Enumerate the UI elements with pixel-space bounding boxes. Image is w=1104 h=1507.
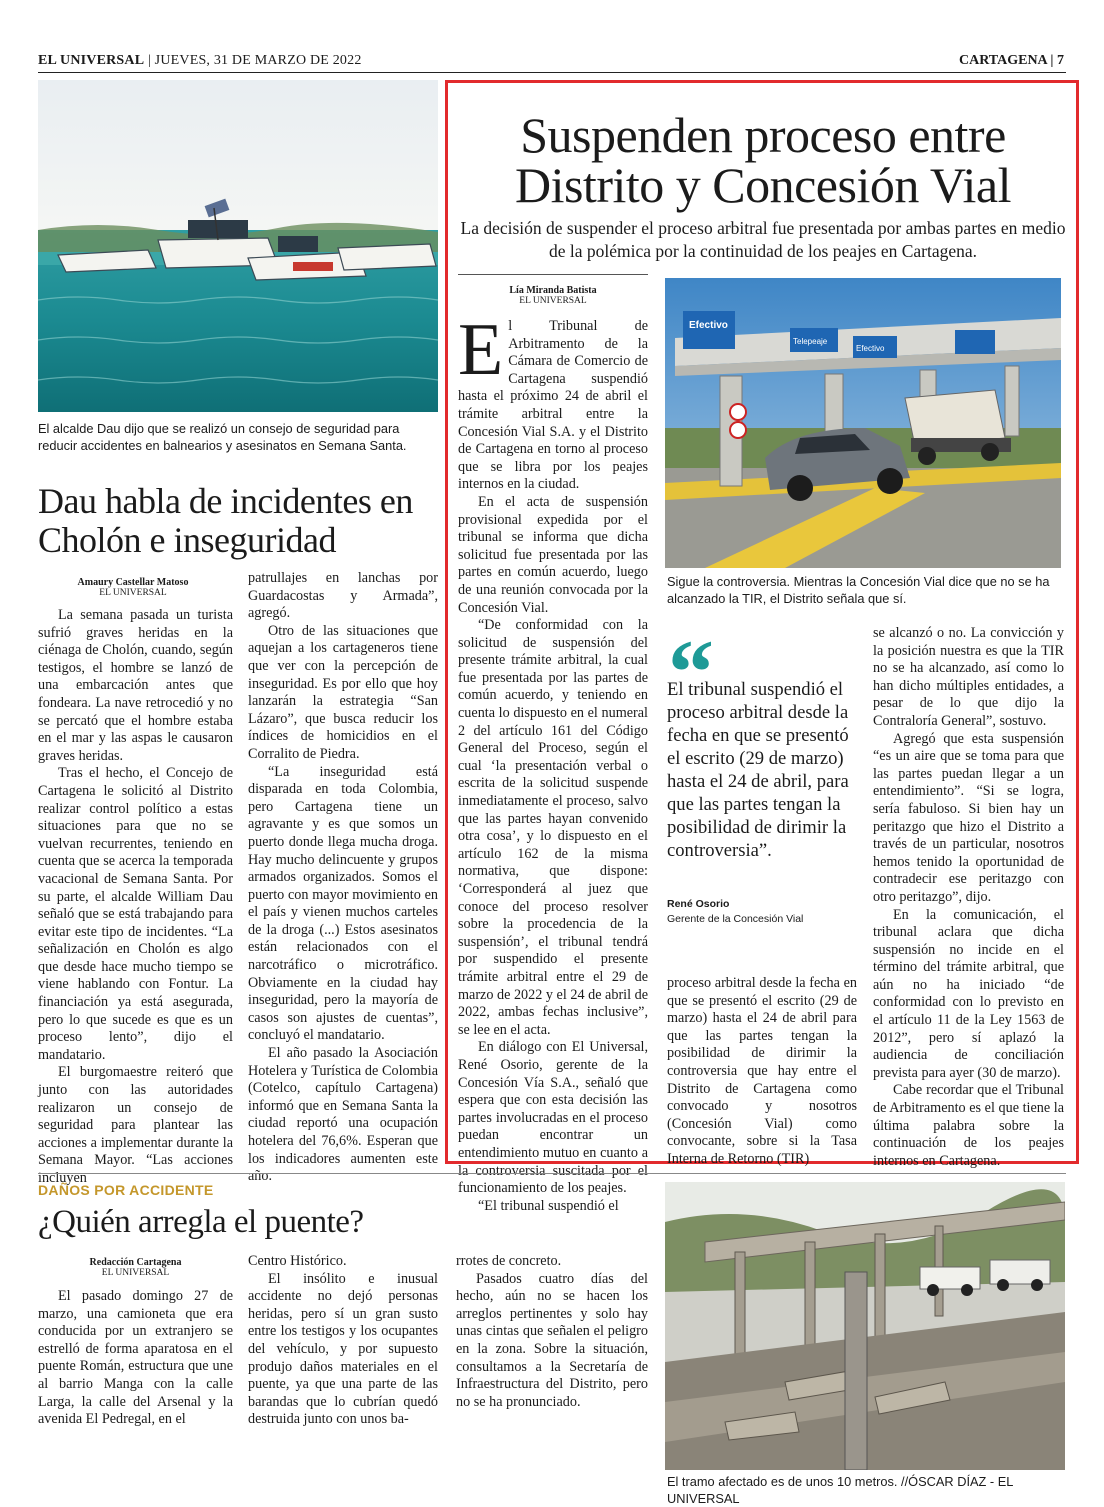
main-article-col3 <box>873 625 1064 1170</box>
bottom-article-col3 <box>456 1253 648 1411</box>
paragraph: En el acta de suspensión provisional expedida por el tribunal se informa que dicha solicitud fue presentada por las partes en común acuerdo, luego de una reunión convocada por la Concesión Vial. <box>458 493 648 616</box>
bottom-photo-caption: El tramo afectado es de unos 10 metros. //ÓSCAR DÍAZ - EL UNIVERSAL <box>667 1474 1013 1506</box>
main-article-col1 <box>458 309 648 1215</box>
pull-quote: El tribunal suspendió el proceso arbitral desde la fecha en que se presentó el escrito (29 de marzo) hasta el 24 de abril, para que las partes tengan la posibilidad de dirimir la controversia”. <box>667 679 849 861</box>
byline-name: Redacción Cartagena <box>89 1257 182 1268</box>
main-headline: Suspenden proceso entre Distrito y Concesión Vial <box>514 107 1012 213</box>
paragraph: patrullajes en lanchas por Guardacostas y Armada”, agregó. <box>248 570 438 622</box>
paper-name: EL UNIVERSAL <box>38 53 145 68</box>
bottom-headline: ¿Quién arregla el puente? <box>38 1204 364 1240</box>
lead-paragraph: El Tribunal de Arbitramento de la Cámara de Comercio de Cartagena suspendió hasta el próximo 24 de abril el trámite arbitral entre la Concesión Vial S.A. y el Distrito de Cartagena en torno al proceso que se libra por los peajes internos en la ciudad. <box>458 309 648 493</box>
paragraph: proceso arbitral desde la fecha en que se presentó el escrito (29 de marzo) hasta el 24 de abril para que las partes tengan la posibilidad de dirimir la controversia que hay entre el Distrito de Cartagena como convocado y nosotros (Concesión Vial) como convocante, sobre si la Tasa Interna de Retorno (TIR) <box>667 975 857 1167</box>
pull-quote-author: René Osorio <box>667 898 730 910</box>
paragraph: En diálogo con El Universal, René Osorio, gerente de la Concesión Vía S.A., señaló que espera que con esta decisión las partes involucradas en el proceso puedan encontrar un entendimiento mutuo en cuanto a la controversia suscitada por el funcionamiento de los peajes. <box>458 1039 648 1197</box>
byline-agency: EL UNIVERSAL <box>99 588 167 598</box>
paragraph: “La inseguridad está disparada en toda Colombia, pero Cartagena tiene un agravante y es que somos un puerto donde llega mucha droga. Hay mucho delincuente y grupos armados organizados. Somos el puerto con mayor movimiento en el país y vienen muchos carteles de la droga (...) Estos asesinatos están relacionados con el narcotráfico o microtráfico. Obviamente en la ciudad hay inseguridad, pero la mayoría de casos son ajustes de cuentas”, concluyó el mandatario. <box>248 763 438 1044</box>
byline-agency: EL UNIVERSAL <box>519 296 587 306</box>
boats-photo <box>38 80 438 412</box>
bridge-photo <box>665 1182 1065 1470</box>
main-byline <box>458 285 648 307</box>
paragraph: rrotes de concreto. <box>456 1253 562 1269</box>
running-header-left: EL UNIVERSAL | JUEVES, 31 DE MARZO DE 2022 <box>38 53 362 68</box>
header-rule <box>38 72 1066 73</box>
toll-sign-label: Telepeaje <box>793 337 828 346</box>
left-article-col1 <box>38 607 233 1188</box>
byline-agency: EL UNIVERSAL <box>101 1268 170 1278</box>
paragraph: El pasado domingo 27 de marzo, una camioneta que era conducida por un extranjero se estrelló de forma aparatosa en el puente Román, estructura que une al barrio Manga con la calle Larga, la calle del Arsenal y la avenida El Pedregal, en el <box>38 1288 233 1428</box>
paragraph: “El tribunal suspendió el <box>478 1197 619 1214</box>
section-divider <box>38 1173 1066 1174</box>
paragraph: El año pasado la Asociación Hotelera y Turística de Colombia (Cotelco, capítulo Cartagena) informó que en Semana Santa la ciudad reportó una ocupación hotelera del 76,6%. Esperan que los indicadores aumenten este año. <box>248 1045 438 1185</box>
bottom-kicker: DAÑOS POR ACCIDENTE <box>38 1182 214 1198</box>
paragraph: El insólito e inusual accidente no dejó personas heridas, pero sí un gran susto entre los testigos y los ocupantes del vehículo, y por supuesto produjo daños materiales en el puente, ya que una parte de las barandas que lo cubrían quedó destruida junto con unos ba- <box>248 1270 438 1428</box>
main-photo-caption: Sigue la controversia. Mientras la Concesión Vial dice que no se ha alcanzado la TIR, el Distrito señala que sí. <box>667 574 1050 606</box>
paragraph: La semana pasada un turista sufrió graves heridas en la ciénaga de Cholón, cuando, según testigos, el hombre se lanzó de una embarcación antes que fondeara. La nave retrocedió y no se percató que el hombre estaba en el mar y las aspas le causaron graves heridas. <box>38 607 233 764</box>
left-photo-caption: El alcalde Dau dijo que se realizó un consejo de seguridad para reducir accidentes en balnearios y asesinatos en Semana Santa. <box>38 421 407 453</box>
main-article-col2 <box>667 975 857 1169</box>
byline-name: Amaury Castellar Matoso <box>77 577 189 588</box>
bottom-article-col2 <box>248 1253 438 1429</box>
issue-date: JUEVES, 31 DE MARZO DE 2022 <box>154 53 362 68</box>
paragraph: El burgomaestre reiteró que junto con las autoridades realizaron un consejo de seguridad para plantear las acciones a implementar durante la Semana Mayor. “Las acciones incluyen <box>38 1064 233 1186</box>
bottom-byline <box>38 1257 233 1279</box>
left-byline <box>38 577 228 599</box>
paragraph: Centro Histórico. <box>248 1253 347 1269</box>
paragraph: Pasados cuatro días del hecho, aún no se hacen los arreglos pertinentes y solo hay unas cintas que señalen el peligro en la zona. Sobre la situación, consultamos a la Secretaría de Infraestructura del Distrito, pero no se ha pronunciado. <box>456 1270 648 1410</box>
paragraph: Cabe recordar que el Tribunal de Arbitramento es el que tiene la última palabra sobre la continuación de los peajes internos en Cartagena. <box>873 1082 1064 1169</box>
drop-cap: E <box>458 309 504 391</box>
paragraph: Agregó que esta suspensión “es un aire que se toma para que las partes puedan llegar a un entendimiento”. “Si se logra, sería fabuloso. Si bien hay un peritazgo que hizo el Distrito a través de un particular, nosotros hemos tenido la oportunidad de contradecir ese peritazgo con otro peritazgo”, dijo. <box>873 730 1064 905</box>
left-headline: Dau habla de incidentes en Cholón e inseguridad <box>38 481 413 560</box>
paragraph: “De conformidad con la solicitud de suspensión del presente trámite arbitral, la cual fue presentada por las partes de común acuerdo, y teniendo en cuenta lo dispuesto en el numeral 2 del artículo 161 del Código General del Proceso, según el cual ‘la presentación verbal o escrita de la solicitud suspende inmediatamente el proceso, salvo que las partes hayan convenido otra cosa’, y lo dispuesto en el artículo 162 de la misma normativa, que dispone: ‘Corresponderá al juez que conoce del proceso resolver sobre la procedencia de la suspensión’, el tribunal tendrá por suspendido el presente trámite arbitral entre el 29 de marzo de 2022 y el 24 de abril de 2022, ambas fechas inclusive”, se lee en el acta. <box>458 617 648 1038</box>
toll-booth-photo <box>665 278 1061 568</box>
toll-sign-label: Efectivo <box>689 320 728 331</box>
paragraph: Tras el hecho, el Concejo de Cartagena le solicitó al Distrito realizar control político a estas situaciones para que no se vuelvan recurrentes, teniendo en cuenta que se acerca la temporada vacacional de Semana Santa. Por su parte, el alcalde William Dau señaló que se está trabajando para evitar este tipo de incidentes. “La señalización en Cholón es algo que desde hace mucho tiempo se viene hablando con Fontur. La financiación ya está asegurada, pero lo que sucede es que es un proceso lento”, dijo el mandatario. <box>38 765 233 1063</box>
paragraph: En la comunicación, el tribunal aclara que dicha suspensión no incide en el término del trámite arbitral, que aún no ha iniciado “de conformidad con lo previsto en el artículo 11 de la Ley 1563 de 2012”, pero sí aplazó la audiencia de conciliación prevista para ayer (30 de marzo). <box>873 906 1064 1081</box>
page-number: 7 <box>1057 53 1064 68</box>
bottom-article-col1 <box>38 1288 233 1429</box>
main-subheadline: La decisión de suspender el proceso arbitral fue presentada por ambas partes en medio de la polémica por la continuidad de los peajes en Cartagena. <box>460 218 1066 261</box>
running-header-right: CARTAGENA | 7 <box>958 53 1064 68</box>
quote-mark-icon: “ <box>668 621 714 723</box>
toll-sign-label: Efectivo <box>856 344 885 353</box>
paragraph: se alcanzó o no. La convicción y la posición nuestra es que la TIR no se ha alcanzado, así como lo han dicho múltiples entidades, a pesar de lo que dijo la Contraloría General”, sostuvo. <box>873 625 1064 729</box>
left-article-col2 <box>248 570 438 1186</box>
pull-quote-role: Gerente de la Concesión Vial <box>667 913 804 925</box>
paragraph: Otro de las situaciones que aquejan a los cartageneros tiene que ver con la percepción de inseguridad. Es por ello que hoy lanzarán la estrategia “San Lázaro”, que busca reducir los índices de homicidios en el Corralito de Piedra. <box>248 622 438 762</box>
byline-name: Lía Miranda Batista <box>509 285 597 296</box>
byline-rule <box>458 274 648 275</box>
section-name: CARTAGENA <box>958 53 1047 68</box>
